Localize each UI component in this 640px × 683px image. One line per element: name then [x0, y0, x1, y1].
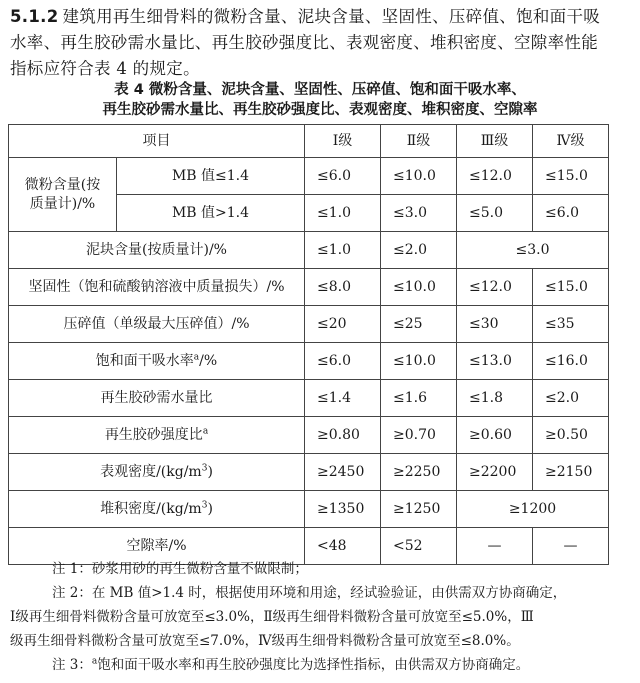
- table-cell: <52: [381, 528, 457, 565]
- header-grade-4: Ⅳ级: [533, 125, 609, 158]
- absorption-unit: /%: [199, 352, 218, 369]
- table-row: [9, 232, 609, 269]
- table-cell: ≤30: [457, 306, 533, 343]
- footnote-marker: a: [193, 351, 200, 362]
- clause-line-1: 建筑用再生细骨料的微粉含量、泥块含量、坚固性、压碎值、饱和面干吸: [62, 7, 601, 26]
- mb-high-condition: MB 值>1.4: [117, 195, 305, 232]
- table-cell: ≤15.0: [533, 158, 609, 195]
- note-1: 注 1：砂浆用砂的再生微粉含量不做限制；: [52, 561, 308, 577]
- note-3: [10, 653, 636, 677]
- note-2: 注 2：在 MB 值>1.4 时，根据使用环境和用途，经试验验证，由供需双方协商确定，: [52, 585, 567, 601]
- table-header-row: [9, 125, 609, 158]
- table-cell: ≥2450: [305, 454, 381, 491]
- table-row: [9, 343, 609, 380]
- header-item: 项目: [9, 125, 305, 158]
- bulk-density-label: [9, 491, 305, 528]
- table-cell: ≤1.4: [305, 380, 381, 417]
- note-3-text: 饱和面干吸水率和再生胶砂强度比为选择性指标，由供需双方协商确定。: [97, 657, 530, 673]
- table-cell: ≤1.0: [305, 195, 381, 232]
- table-row: [9, 491, 609, 528]
- footnote-marker: a: [91, 656, 98, 667]
- apparent-density-label: [9, 454, 305, 491]
- header-grade-3: Ⅲ级: [457, 125, 533, 158]
- table-cell: ≤6.0: [305, 158, 381, 195]
- clause-line-2: 水率、再生胶砂需水量比、再生胶砂强度比、表观密度、堆积密度、空隙率性能: [10, 33, 598, 52]
- table-row: [9, 269, 609, 306]
- clause-line-3: 指标应符合表 4 的规定。: [10, 59, 200, 78]
- bulk-density-label-text: 堆积密度/(kg/m: [100, 500, 202, 517]
- unit-exponent: 3: [201, 462, 208, 473]
- table-cell: ≥0.50: [533, 417, 609, 454]
- header-grade-1: Ⅰ级: [305, 125, 381, 158]
- table-cell: ≥0.80: [305, 417, 381, 454]
- crushing-label: 压碎值（单级最大压碎值）/%: [9, 306, 305, 343]
- clause-paragraph: [10, 4, 632, 82]
- apparent-density-label-text: 表观密度/(kg/m: [100, 463, 202, 480]
- strength-ratio-label: [9, 417, 305, 454]
- water-ratio-label: 再生胶砂需水量比: [9, 380, 305, 417]
- clause-number: 5.1.2: [10, 7, 59, 26]
- table-cell: ≥2200: [457, 454, 533, 491]
- table-cell: ≤10.0: [381, 269, 457, 306]
- note-3-prefix: 注 3：: [52, 657, 92, 673]
- table-cell: ≤3.0: [457, 232, 609, 269]
- table-cell: ≤6.0: [305, 343, 381, 380]
- table-cell: ≥0.60: [457, 417, 533, 454]
- strength-ratio-label-text: 再生胶砂强度比: [104, 426, 203, 443]
- table-cell: ≤2.0: [533, 380, 609, 417]
- table-cell: ≥0.70: [381, 417, 457, 454]
- table-cell: ≤35: [533, 306, 609, 343]
- unit-close: ): [207, 463, 213, 480]
- table-cell: ≥2150: [533, 454, 609, 491]
- table-cell: ≤12.0: [457, 269, 533, 306]
- table-row: [9, 417, 609, 454]
- table-cell: ≤1.8: [457, 380, 533, 417]
- table-cell: ≥1250: [381, 491, 457, 528]
- table-cell: ≤12.0: [457, 158, 533, 195]
- table-cell: ≤5.0: [457, 195, 533, 232]
- table-cell: ≤6.0: [533, 195, 609, 232]
- table-cell: ≤20: [305, 306, 381, 343]
- note-2-cont-1: Ⅰ级再生细骨料微粉含量可放宽至≤3.0%，Ⅱ级再生细骨料微粉含量可放宽至≤5.0%，Ⅲ: [10, 609, 534, 625]
- fines-label: [9, 158, 117, 232]
- table-cell: ≤1.6: [381, 380, 457, 417]
- table-cell: ≤10.0: [381, 158, 457, 195]
- table-caption-line-2: 再生胶砂需水量比、再生胶砂强度比、表观密度、堆积密度、空隙率: [102, 102, 538, 118]
- table-cell: ≥2250: [381, 454, 457, 491]
- fines-label-line-2: 质量计)/%: [29, 195, 96, 212]
- fines-label-line-1: 微粉含量(按: [24, 176, 101, 193]
- header-grade-2: Ⅱ级: [381, 125, 457, 158]
- table-cell: ≤1.0: [305, 232, 381, 269]
- table-cell: ≤25: [381, 306, 457, 343]
- spec-table: [8, 124, 609, 565]
- absorption-label: [9, 343, 305, 380]
- table-caption-line-1: 表 4 微粉含量、泥块含量、坚固性、压碎值、饱和面干吸水率、: [114, 82, 526, 98]
- table-cell: ≥1200: [457, 491, 609, 528]
- soundness-label: 坚固性（饱和硫酸钠溶液中质量损失）/%: [9, 269, 305, 306]
- table-cell: ≤15.0: [533, 269, 609, 306]
- table-cell: <48: [305, 528, 381, 565]
- unit-close: ): [207, 500, 213, 517]
- absorption-label-text: 饱和面干吸水率: [95, 352, 194, 369]
- clay-label: 泥块含量(按质量计)/%: [9, 232, 305, 269]
- table-cell: ≤2.0: [381, 232, 457, 269]
- table-row: [9, 306, 609, 343]
- table-cell: ≤3.0: [381, 195, 457, 232]
- unit-exponent: 3: [201, 499, 208, 510]
- table-row: [9, 158, 609, 195]
- table-cell: —: [533, 528, 609, 565]
- table-cell: ≤10.0: [381, 343, 457, 380]
- table-notes: [10, 557, 636, 677]
- table-cell: ≥1350: [305, 491, 381, 528]
- voids-label: 空隙率/%: [9, 528, 305, 565]
- table-cell: ≤16.0: [533, 343, 609, 380]
- table-row: [9, 454, 609, 491]
- note-2-cont-2: 级再生细骨料微粉含量可放宽至≤7.0%，Ⅳ级再生细骨料微粉含量可放宽至≤8.0%。: [10, 633, 520, 649]
- table-cell: ≤8.0: [305, 269, 381, 306]
- table-cell: —: [457, 528, 533, 565]
- table-row: [9, 380, 609, 417]
- footnote-marker: a: [202, 425, 209, 436]
- table-cell: ≤13.0: [457, 343, 533, 380]
- mb-low-condition: MB 值≤1.4: [117, 158, 305, 195]
